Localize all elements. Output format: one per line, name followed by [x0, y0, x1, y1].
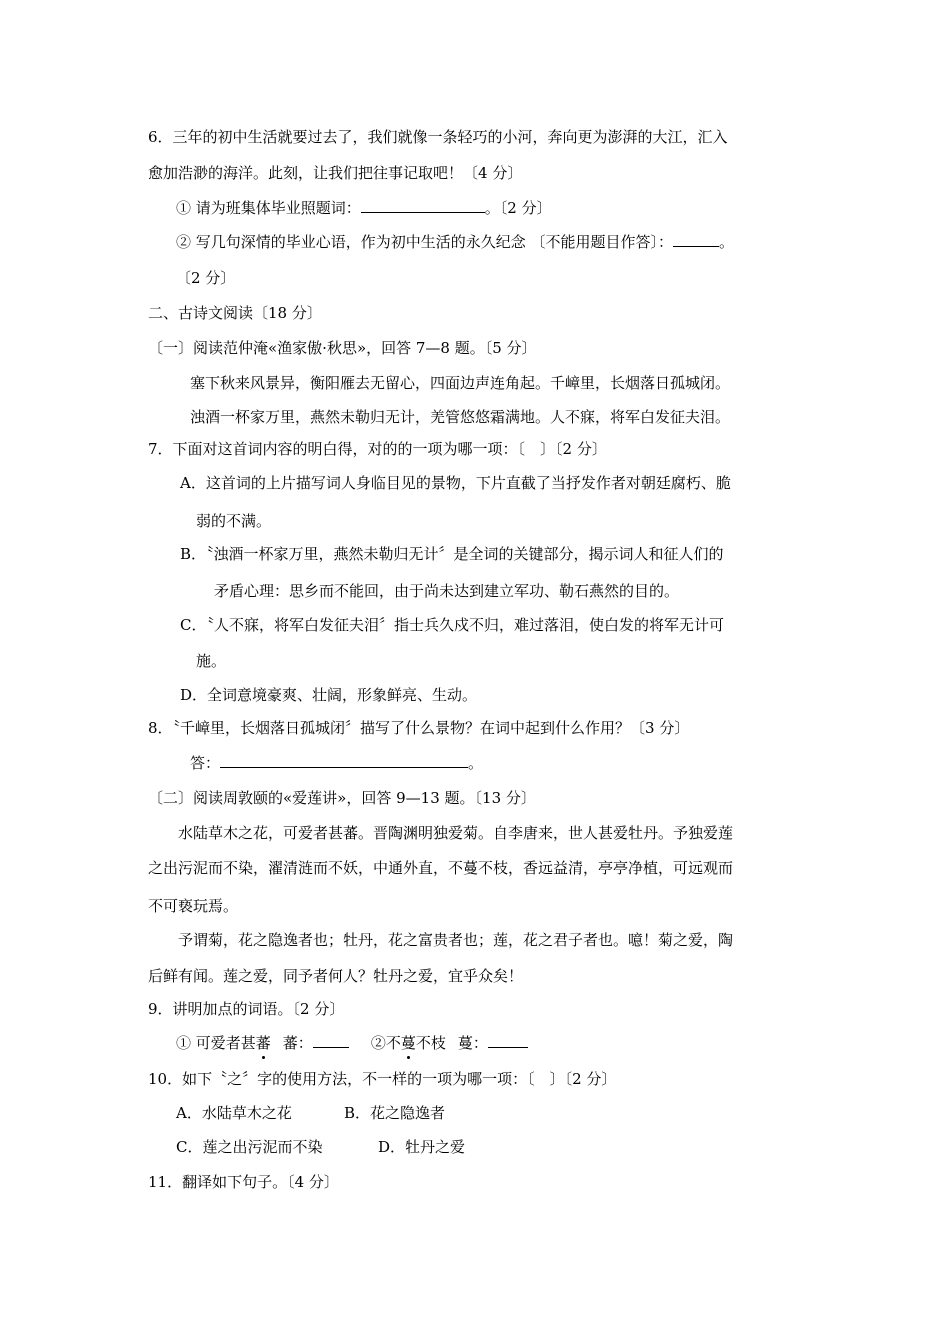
q8-answer-end: 。 — [468, 754, 484, 772]
q7-option-b-line2: 矛盾心理：思乡而不能回，由于尚未达到建立军功、勒石燕然的目的。 — [214, 582, 680, 600]
q9-item1-dotted-word: 蕃 — [255, 1034, 271, 1052]
passage-p2-line1: 予谓菊，花之隐逸者也；牡丹，花之富贵者也；莲，花之君子者也。噫！菊之爱，陶 — [178, 931, 734, 949]
passage-p2-line2: 后鲜有闻。莲之爱，同予者何人？牡丹之爱，宜乎众矣！ — [148, 967, 524, 985]
q7-stem: 7．下面对这首词内容的明白得，对的的一项为哪一项：〔 〕〔2 分〕 — [148, 440, 607, 458]
q6-line2: 愈加浩渺的海洋。此刻，让我们把往事记取吧！〔4 分〕 — [148, 164, 523, 182]
q11-stem: 11．翻译如下句子。〔4 分〕 — [148, 1173, 339, 1191]
q9-item2-text-end: 不枝 — [415, 1034, 446, 1052]
q6-sub1-answer-blank[interactable] — [361, 197, 485, 213]
q9-item1-answer-blank[interactable] — [313, 1032, 349, 1048]
part1-title: 〔一〕阅读范仲淹«渔家傲·秋思»，回答 7—8 题。〔5 分〕 — [148, 339, 537, 357]
passage-p1-line1: 水陆草木之花，可爱者甚蕃。晋陶渊明独爱菊。自李唐来，世人甚爱牡丹。予独爱莲 — [178, 824, 734, 842]
q7-option-d: D．全词意境豪爽、壮阔，形象鲜亮、生动。 — [180, 686, 478, 704]
q7-option-a-line1: A．这首词的上片描写词人身临目见的景物，下片直截了当抒发作者对朝廷腐朽、脆 — [180, 474, 731, 492]
q6-sub1-end: 。〔2 分〕 — [484, 199, 552, 217]
q10-stem: 10．如下〝之〞字的使用方法，不一样的一项为哪一项：〔 〕〔2 分〕 — [148, 1070, 617, 1088]
q8-stem: 8．〝千嶂里，长烟落日孤城闭〞描写了什么景物？在词中起到什么作用？〔3 分〕 — [148, 719, 690, 737]
q6-sub2-score: 〔2 分〕 — [176, 269, 236, 287]
q9-items — [176, 1032, 528, 1054]
q9-item2-label: 蔓： — [457, 1034, 488, 1052]
q10-option-d: D．牡丹之爱 — [378, 1138, 466, 1156]
q6-sub2-answer-blank[interactable] — [673, 231, 719, 247]
q7-option-c-line1: C．〝人不寐，将军白发征夫泪〞指士兵久戍不归，难过落泪，使白发的将军无计可 — [180, 616, 724, 634]
q10-option-a: A．水陆草木之花 — [176, 1104, 292, 1122]
q8-answer-label: 答： — [190, 754, 221, 772]
section2-title: 二、古诗文阅读〔18 分〕 — [148, 304, 322, 322]
q10-option-b: B．花之隐逸者 — [344, 1104, 446, 1122]
q6-line1: 6．三年的初中生活就要过去了，我们就像一条轻巧的小河，奔向更为澎湃的大江，汇入 — [148, 128, 728, 146]
q6-sub2 — [176, 231, 734, 253]
q9-stem: 9．讲明加点的词语。〔2 分〕 — [148, 1000, 345, 1018]
q6-sub1 — [176, 197, 552, 219]
q10-option-c: C．莲之出污泥而不染 — [176, 1138, 323, 1156]
q9-item2-answer-blank[interactable] — [488, 1032, 528, 1048]
q9-item1-label: 蕃： — [282, 1034, 313, 1052]
q7-option-a-line2: 弱的不满。 — [196, 512, 272, 530]
q8-answer — [190, 752, 483, 774]
q6-sub1-text: ① 请为班集体毕业照题词： — [176, 199, 361, 217]
q9-item2-text: ②不 — [370, 1034, 401, 1052]
q7-option-c-line2: 施。 — [196, 652, 227, 670]
q6-sub2-text: ② 写几句深情的毕业心语，作为初中生活的永久纪念 〔不能用题目作答〕： — [176, 233, 674, 251]
part2-title: 〔二〕阅读周敦颐的«爱莲讲»，回答 9—13 题。〔13 分〕 — [148, 789, 536, 807]
q9-item2-dotted-word: 蔓 — [400, 1034, 416, 1052]
poem-line1: 塞下秋来风景异，衡阳雁去无留心，四面边声连角起。千嶂里，长烟落日孤城闭。 — [190, 374, 731, 392]
q7-option-b-line1: B．〝浊酒一杯家万里，燕然未勒归无计〞是全词的关键部分，揭示词人和征人们的 — [180, 545, 724, 563]
passage-p1-line2: 之出污泥而不染，濯清涟而不妖，中通外直，不蔓不枝，香远益清，亭亭净植，可远观而 — [148, 859, 734, 877]
poem-line2: 浊酒一杯家万里，燕然未勒归无计，羌管悠悠霜满地。人不寐，将军白发征夫泪。 — [190, 408, 731, 426]
q6-sub2-end: 。 — [719, 233, 735, 251]
q9-item1-text: ① 可爱者甚 — [176, 1034, 256, 1052]
q8-answer-blank[interactable] — [220, 752, 468, 768]
passage-p1-line3: 不可亵玩焉。 — [148, 897, 239, 915]
